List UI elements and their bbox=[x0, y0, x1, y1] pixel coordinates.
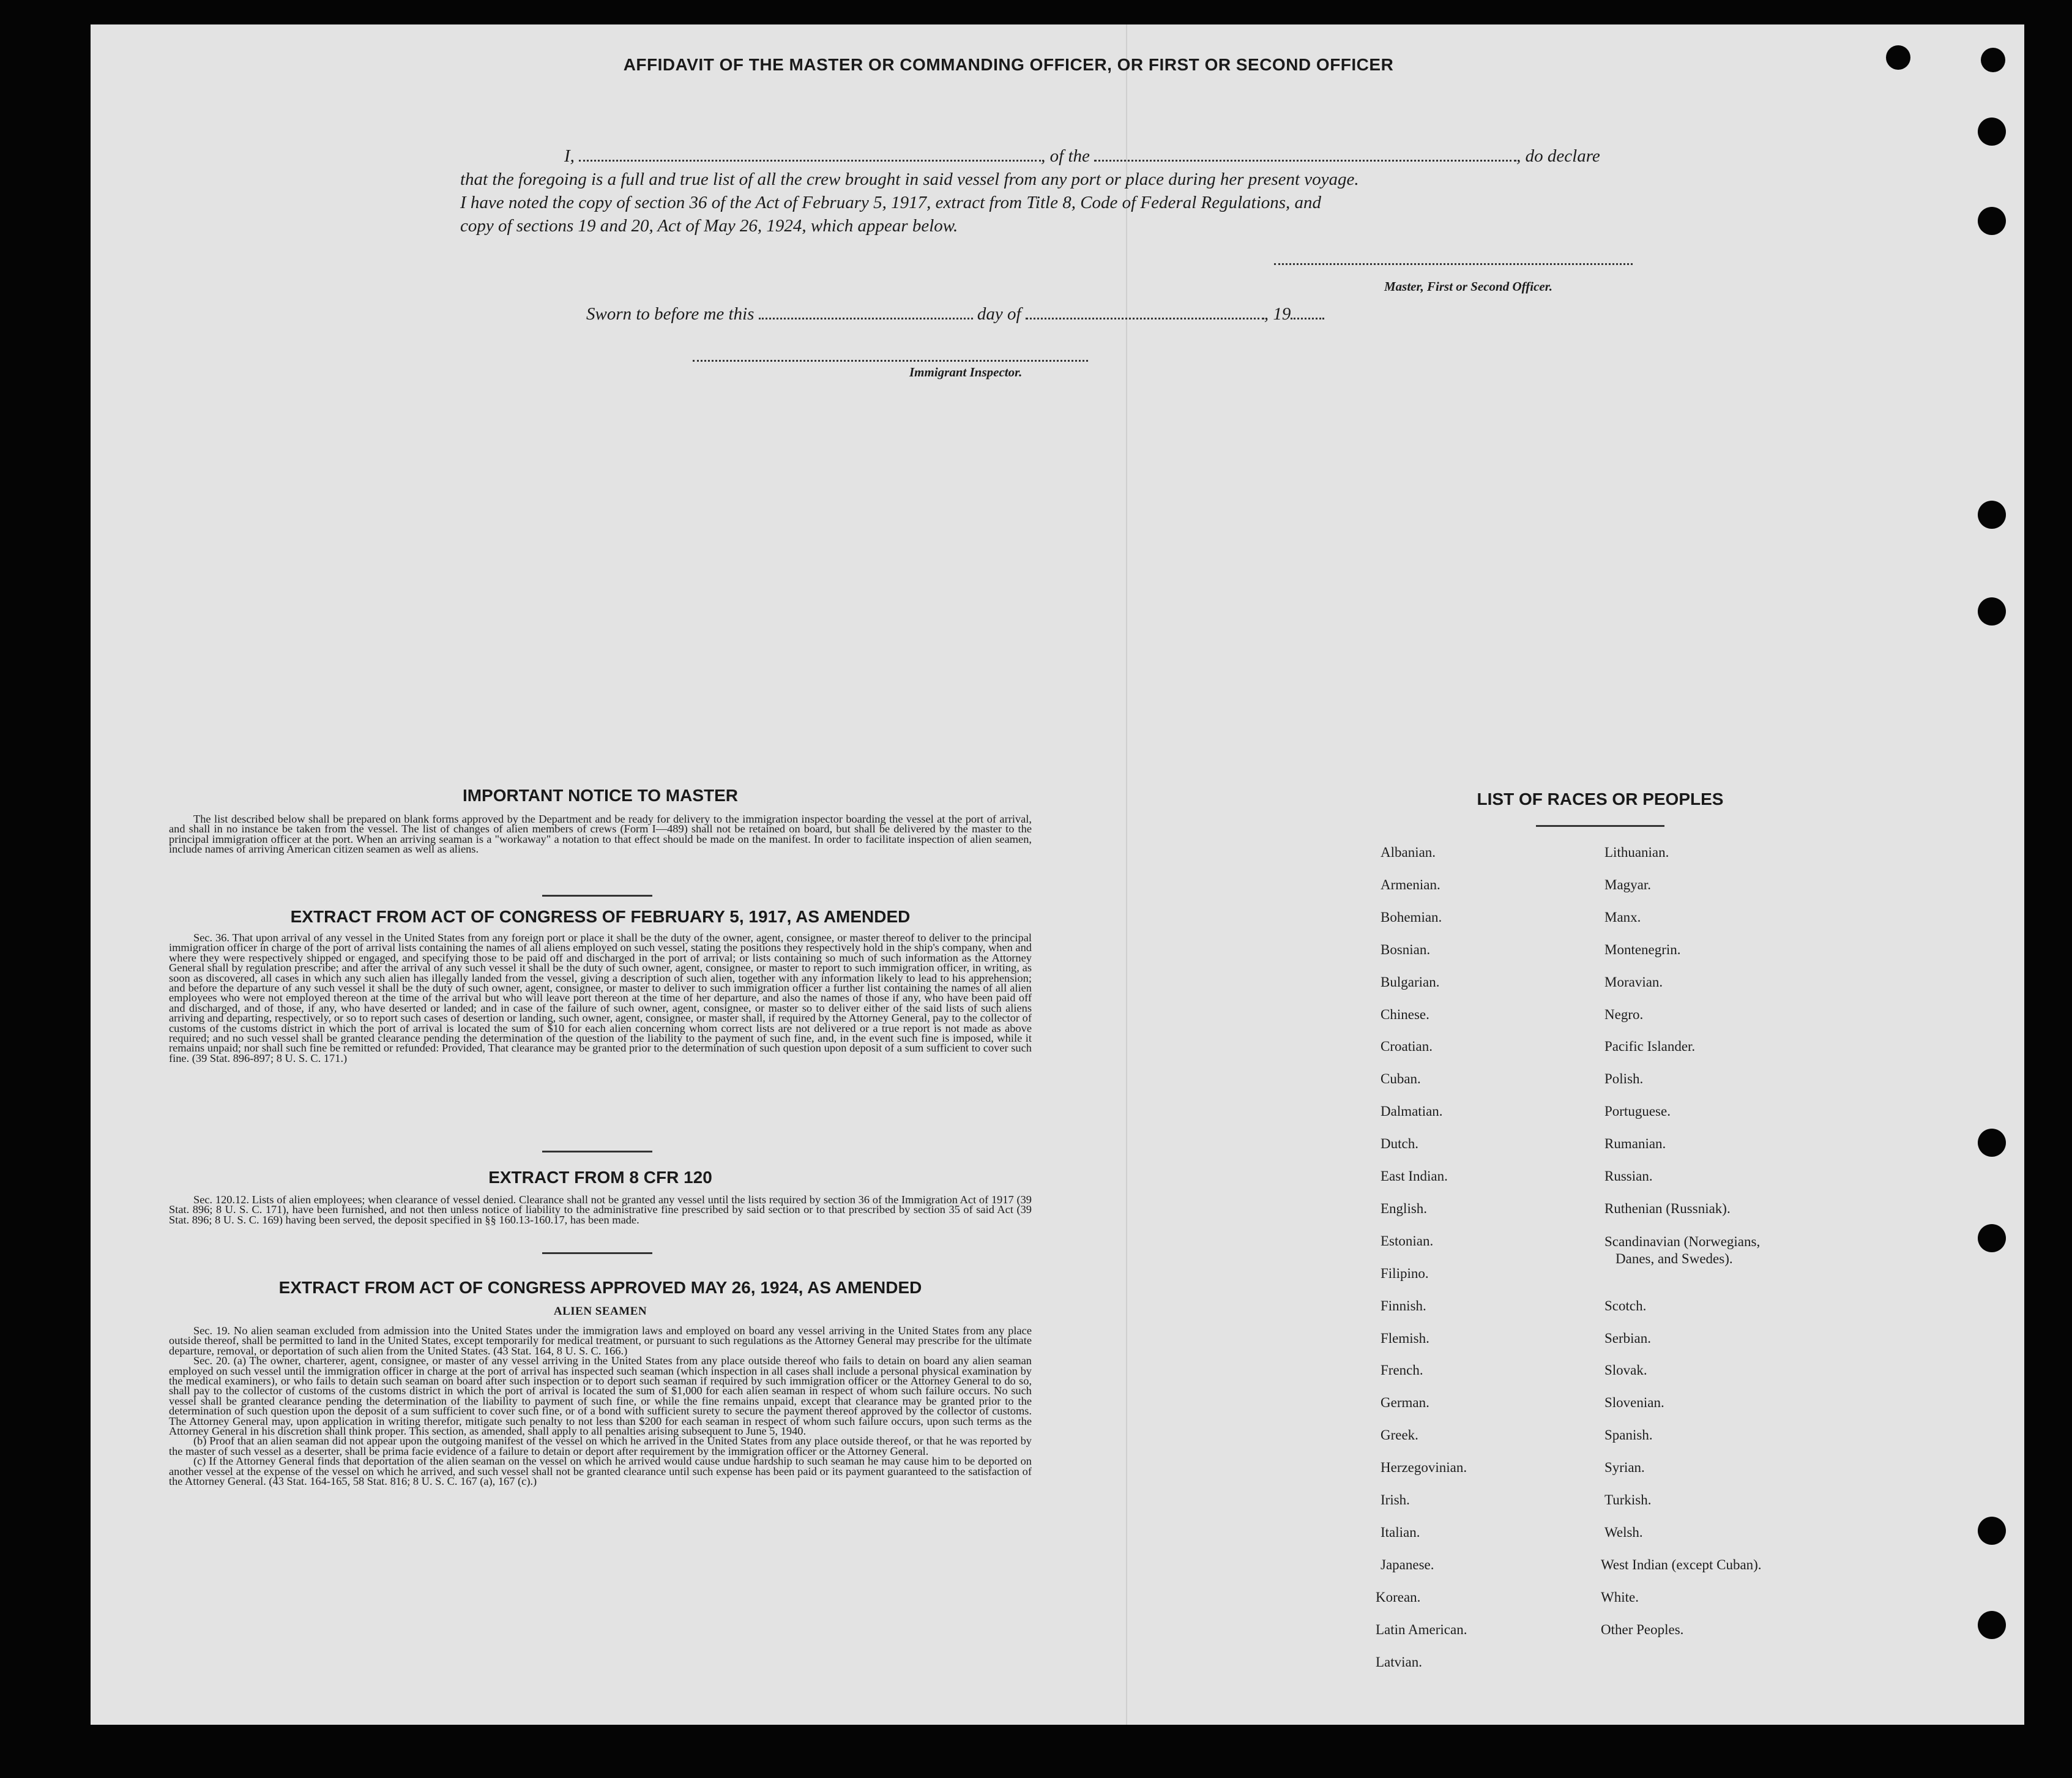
punch-hole bbox=[1978, 1224, 2006, 1252]
declaration-line-2: that the foregoing is a full and true list of all the crew brought in said vessel from any port or place during her present voyage. bbox=[460, 170, 1359, 189]
punch-hole bbox=[1886, 45, 1910, 70]
race-item: East Indian. bbox=[1381, 1168, 1448, 1184]
race-item: Filipino. bbox=[1381, 1265, 1429, 1281]
notice-title: IMPORTANT NOTICE TO MASTER bbox=[462, 786, 739, 805]
race-item: Ruthenian (Russniak). bbox=[1604, 1200, 1731, 1216]
extract-1917-title: EXTRACT FROM ACT OF CONGRESS OF FEBRUARY 5, 1917, AS AMENDED bbox=[290, 907, 911, 926]
divider bbox=[542, 895, 652, 897]
sec-20c: (c) If the Attorney General finds that deportation of the alien seaman on the vessel on which he arrived would cause undue hardship to such seaman he may cause him to be deported on another vessel at the expense of the vessel on which he arrived, and such vessel shall not be granted clearance until such expense has been paid or its payment guaranteed to the satisfaction of the Attorney General. (43 Stat. 164-165, 58 Stat. 816; 8 U. S. C. 167 (a), 167 (c).) bbox=[169, 1455, 1032, 1488]
extract-cfr-title: EXTRACT FROM 8 CFR 120 bbox=[488, 1168, 712, 1187]
race-item: Korean. bbox=[1376, 1589, 1421, 1605]
race-item: Estonian. bbox=[1381, 1233, 1434, 1249]
vessel-blank[interactable] bbox=[1094, 146, 1516, 162]
sworn-year: , 19 bbox=[1264, 304, 1291, 324]
race-item: Scotch. bbox=[1604, 1298, 1647, 1313]
sec-20b: (b) Proof that an alien seaman did not appear upon the outgoing manifest of the vessel on which he arrived in the United States from any place outside thereof, or that he was reported by the master of such vessel as a deserter, shall be prima facie evidence of a failure to detain or deport after requirement by the immigration officer or the Attorney General. bbox=[169, 1435, 1032, 1457]
race-item: Rumanian. bbox=[1604, 1136, 1666, 1152]
race-item: French. bbox=[1381, 1362, 1423, 1378]
sworn-prefix: Sworn to before me this bbox=[586, 304, 755, 324]
race-item: Herzegovinian. bbox=[1381, 1460, 1467, 1476]
punch-hole bbox=[1978, 1129, 2006, 1157]
race-item: Chinese. bbox=[1381, 1006, 1429, 1022]
sworn-month-blank[interactable] bbox=[1026, 304, 1264, 319]
race-item: Albanian. bbox=[1381, 845, 1436, 860]
race-item: Danes, and Swedes). bbox=[1615, 1251, 1733, 1267]
race-item: Irish. bbox=[1381, 1492, 1410, 1507]
extract-1924-text bbox=[169, 1326, 1032, 1487]
inspector-signature-line[interactable] bbox=[693, 360, 1088, 362]
race-item: Lithuanian. bbox=[1604, 845, 1669, 860]
master-caption: Master, First or Second Officer. bbox=[1384, 279, 1552, 294]
race-item: Flemish. bbox=[1381, 1330, 1429, 1346]
fold-line bbox=[1126, 24, 1127, 1725]
punch-hole bbox=[1978, 207, 2006, 235]
notice-text: The list described below shall be prepared on blank forms approved by the Department and be ready for delivery to the immigration inspector boarding the vessel at the port of arrival, and shall in no instance be taken from the vessel. The list of changes of alien members of crews (Form I—489) shall not be retained on board, but shall be delivered by the master to the principal immigration officer at the port. When an arriving seaman is a "workaway" a notation to that effect should be made on the manifest. In order to facilitate inspection of alien seamen, include names of arriving American citizen seamen as well as aliens. bbox=[169, 813, 1032, 856]
race-item: Finnish. bbox=[1381, 1298, 1426, 1313]
punch-hole bbox=[1978, 597, 2006, 626]
race-item: Greek. bbox=[1381, 1427, 1418, 1443]
declaration-of-the: , of the bbox=[1041, 146, 1090, 166]
divider bbox=[1536, 825, 1664, 827]
sec-19: Sec. 19. No alien seaman excluded from admission into the United States under the immigration laws and employed on board any vessel arriving in the United States from any place outside thereof, shall be permitted to land in the United States, except temporarily for medical treatment, or pursuant to such regulations as the Attorney General may prescribe for the ultimate departure, removal, or deportation of such alien from the United States. (43 Stat. 164, 8 U. S. C. 166.) bbox=[169, 1324, 1032, 1357]
race-item: Montenegrin. bbox=[1604, 941, 1681, 957]
race-item: Pacific Islander. bbox=[1604, 1039, 1696, 1055]
race-item: Croatian. bbox=[1381, 1039, 1433, 1055]
race-item: Moravian. bbox=[1604, 974, 1663, 990]
race-item: English. bbox=[1381, 1200, 1428, 1216]
declaration-line bbox=[460, 144, 1635, 168]
race-item: Spanish. bbox=[1604, 1427, 1653, 1443]
sworn-day-of: day of bbox=[977, 304, 1021, 324]
race-item: Serbian. bbox=[1604, 1330, 1652, 1346]
race-item: Japanese. bbox=[1381, 1556, 1434, 1572]
divider bbox=[542, 1151, 652, 1152]
race-item: Latvian. bbox=[1376, 1654, 1422, 1670]
race-item: Syrian. bbox=[1604, 1460, 1645, 1476]
extract-1924-title: EXTRACT FROM ACT OF CONGRESS APPROVED MAY 26, 1924, AS AMENDED bbox=[278, 1278, 922, 1297]
race-item: White. bbox=[1601, 1589, 1639, 1605]
sec-20a: Sec. 20. (a) The owner, charterer, agent, consignee, or master of any vessel arriving in the United States from any place outside thereof who fails to detain on board any alien seaman employed on such vessel until the immigration officer in charge at the port of arrival has inspected such seaman (which inspection in all cases shall include a personal physical examination by the medical examiners), or who fails to detain such seaman on board after such inspection or to deport such seaman if required by such immigration officer or the Attorney General to do so, shall pay to the collector of customs of the customs district in which the port of arrival is located the sum of $1,000 for each alien seaman in respect of whom such failure occurs. No such vessel shall be granted clearance pending the determination of the liability to payment of such fine, or while the fine remains unpaid, except that clearance may be granted prior to the determination of such question upon the deposit of a sum sufficient to cover such fine, or of a bond with sufficient surety to secure the payment thereof approved by the collector of customs. The Attorney General may, upon application in writing therefor, mitigate such penalty to not less than $200 for each seaman in respect of whom such failure occurs, upon such terms as the Attorney General in his discretion shall think proper. This section, as amended, shall apply to all penalties arising subsequent to June 5, 1940. bbox=[169, 1354, 1032, 1438]
races-title: LIST OF RACES OR PEOPLES bbox=[1477, 790, 1724, 809]
race-item: Latin American. bbox=[1376, 1621, 1467, 1637]
race-item: Slovak. bbox=[1604, 1362, 1647, 1378]
race-item: Scandinavian (Norwegians, bbox=[1604, 1233, 1761, 1249]
declaration-line-3: I have noted the copy of section 36 of the Act of February 5, 1917, extract from Title 8, Code of Federal Regulations, and bbox=[460, 193, 1322, 212]
race-item: West Indian (except Cuban). bbox=[1601, 1556, 1762, 1572]
race-item: Bohemian. bbox=[1381, 909, 1442, 925]
extract-cfr-text: Sec. 120.12. Lists of alien employees; when clearance of vessel denied. Clearance shall not be granted any vessel until the lists required by section 36 of the Immigration Act of 1917 (39 Stat. 896; 8 U. S. C. 171), have been furnished, and not then unless notice of liability to the administrative fine prescribed by said section or to that prescribed by section 35 of said Act (39 Stat. 896; 8 U. S. C. 169) having been served, the deposit specified in §§ 160.13-160.17, has been made. bbox=[169, 1193, 1032, 1226]
race-item: Slovenian. bbox=[1604, 1395, 1664, 1411]
race-item: Russian. bbox=[1604, 1168, 1653, 1184]
race-item: Bosnian. bbox=[1381, 941, 1431, 957]
race-item: German. bbox=[1381, 1395, 1429, 1411]
punch-hole bbox=[1978, 118, 2006, 146]
race-item: Cuban. bbox=[1381, 1071, 1421, 1087]
race-item: Armenian. bbox=[1381, 876, 1440, 892]
race-item: Portuguese. bbox=[1604, 1104, 1671, 1119]
race-item: Bulgarian. bbox=[1381, 974, 1440, 990]
punch-hole bbox=[1978, 1611, 2006, 1639]
declaration-i: I, bbox=[564, 146, 575, 166]
race-item: Dalmatian. bbox=[1381, 1104, 1443, 1119]
punch-hole bbox=[1978, 1517, 2006, 1545]
name-blank[interactable] bbox=[579, 146, 1041, 162]
race-item: Turkish. bbox=[1604, 1492, 1652, 1507]
race-item: Manx. bbox=[1604, 909, 1641, 925]
declaration-line-4: copy of sections 19 and 20, Act of May 26, 1924, which appear below. bbox=[460, 216, 958, 236]
affidavit-title: AFFIDAVIT OF THE MASTER OR COMMANDING OFFICER, OR FIRST OR SECOND OFFICER bbox=[623, 55, 1394, 74]
sworn-day-blank[interactable] bbox=[759, 304, 973, 319]
punch-hole bbox=[1978, 501, 2006, 529]
alien-seamen-subtitle: ALIEN SEAMEN bbox=[553, 1305, 647, 1318]
race-item: Magyar. bbox=[1604, 876, 1652, 892]
race-item: Negro. bbox=[1604, 1006, 1644, 1022]
race-item: Other Peoples. bbox=[1601, 1621, 1684, 1637]
sworn-line bbox=[586, 302, 1761, 326]
inspector-caption: Immigrant Inspector. bbox=[909, 365, 1023, 379]
race-item: Italian. bbox=[1381, 1524, 1420, 1540]
race-item: Welsh. bbox=[1604, 1524, 1643, 1540]
extract-1917-text: Sec. 36. That upon arrival of any vessel in the United States from any foreign port or place it shall be the duty of the owner, agent, consignee, or master thereof to deliver to the principal immigration officer in charge of the port of arrival lists containing the names of all aliens employed on such vessel, stating the positions they respectively hold in the ship's company, when and where they were respectively shipped or engaged, and specifying those to be paid off and discharged in the port of arrival; or lists containing so much of such information as the Attorney General shall by regulation prescribe; and after the arrival of any such vessel it shall be the duty of such owner, agent, consignee, or master to report to such immigration officer, in writing, as soon as discovered, all cases in which any such alien has illegally landed from the vessel, giving a description of such alien, together with any information likely to lead to his apprehension; and before the departure of any such vessel it shall be the duty of such owner, agent, consignee, or master to deliver to such immigration officer a further list containing the names of all alien employees who were not employed thereon at the time of the arrival but who will leave port thereon at the time of her departure, and also the names of those if any, who have been paid off and discharged, and of those, if any, who have deserted or landed; and in case of the failure of such owner, agent, consignee, or master so to deliver either of the said lists of such aliens arriving and departing, respectively, or so to report such cases of desertion or landing, such owner, agent, consignee, or master shall, if required by the Attorney General, pay to the collector of customs of the customs district in which the port of arrival is located the sum of $10 for each alien concerning whom correct lists are not delivered or a true report is not made as above required; and no such vessel shall be granted clearance pending the determination of the question of the liability to the payment of such fine, and, in the event such fine is imposed, while it remains unpaid; nor shall such fine be remitted or refunded: Provided, That clearance may be granted prior to the determination of such question upon deposit of a sum sufficient to cover such fine. (39 Stat. 896-897; 8 U. S. C. 171.) bbox=[169, 932, 1032, 1064]
divider bbox=[542, 1252, 652, 1254]
sworn-year-blank[interactable] bbox=[1291, 304, 1324, 319]
race-item: Polish. bbox=[1604, 1071, 1644, 1087]
punch-hole bbox=[1981, 48, 2005, 72]
race-item: Dutch. bbox=[1381, 1136, 1418, 1152]
declaration-declare: , do declare bbox=[1516, 146, 1600, 166]
master-signature-line[interactable] bbox=[1274, 263, 1633, 265]
